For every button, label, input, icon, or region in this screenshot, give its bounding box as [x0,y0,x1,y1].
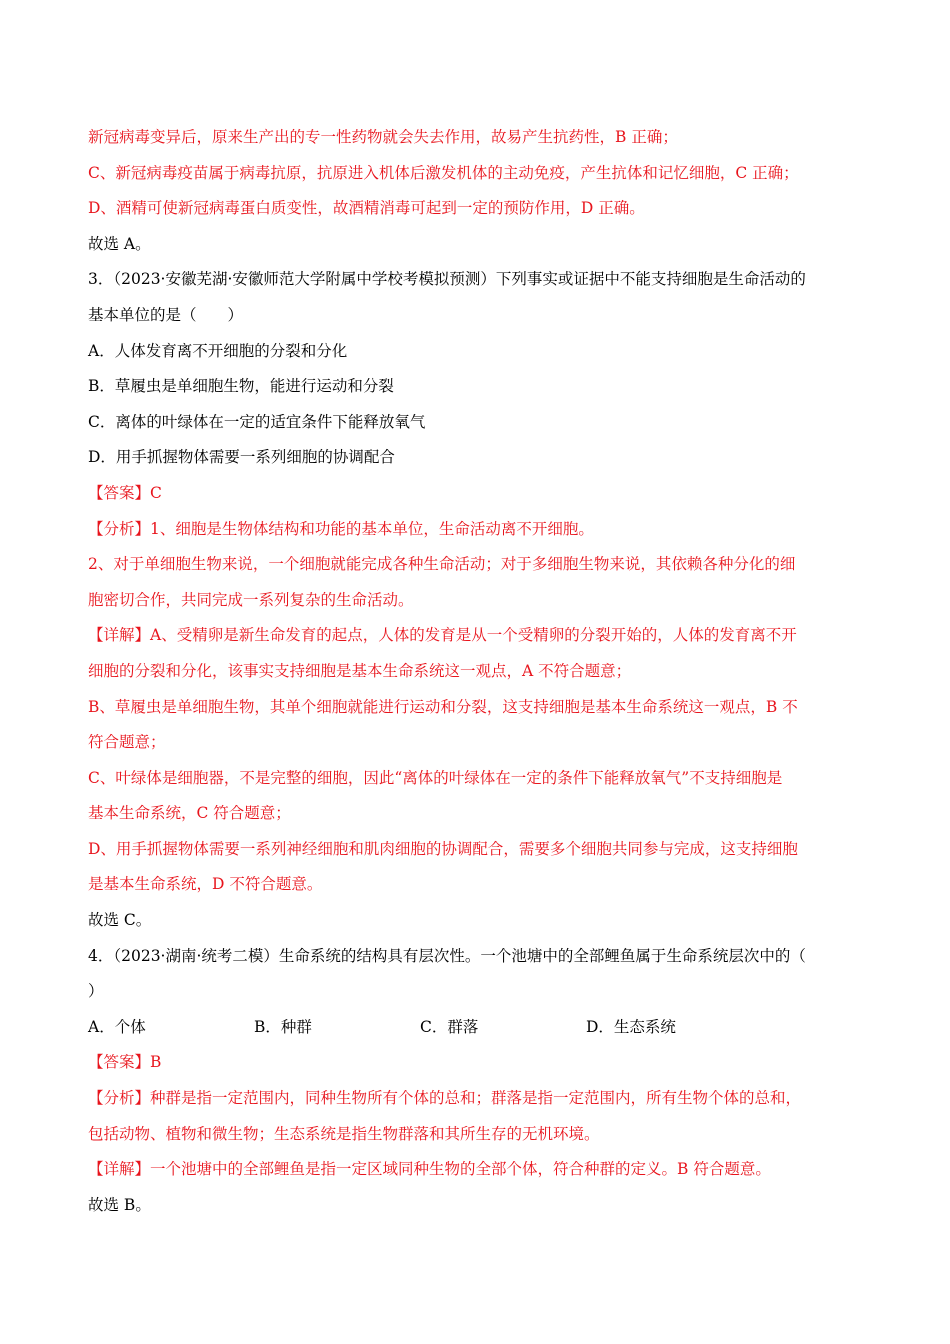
q3-option-d: D．用手抓握物体需要一系列细胞的协调配合 [88,448,395,467]
q3-stem: 3．（2023·安徽芜湖·安徽师范大学附属中学校考模拟预测）下列事实或证据中不能支持细胞是生命活动的 [88,270,806,289]
q3-detail-line: 符合题意； [88,733,166,752]
q3-conclusion: 故选 C。 [88,911,152,930]
q4-stem: 4．（2023·湖南·统考二模）生命系统的结构具有层次性。一个池塘中的全部鲤鱼属于生命系统层次中的（ [88,946,806,965]
q3-analysis-line: 胞密切合作，共同完成一系列复杂的生命活动。 [88,590,414,609]
q2-explanation-line: C、新冠病毒疫苗属于病毒抗原，抗原进入机体后激发机体的主动免疫，产生抗体和记忆细胞，C 正确； [88,163,799,182]
q4-conclusion: 故选 B。 [88,1195,151,1214]
q4-analysis-line: 包括动物、植物和微生物；生态系统是指生物群落和其所生存的无机环境。 [88,1124,600,1143]
q4-option-c: C．群落 [420,1017,479,1036]
q4-options-row [88,1010,863,1046]
q2-conclusion: 故选 A。 [88,234,151,253]
q3-stem-continued: 基本单位的是（ ） [88,305,244,324]
q4-option-b: B．种群 [254,1017,312,1036]
q3-answer: 【答案】C [88,483,162,502]
q3-detail-line: 细胞的分裂和分化，该事实支持细胞是基本生命系统这一观点，A 不符合题意； [88,661,632,680]
q3-option-b: B．草履虫是单细胞生物，能进行运动和分裂 [88,377,394,396]
q3-analysis-line: 【分析】1、细胞是生物体结构和功能的基本单位，生命活动离不开细胞。 [88,519,594,538]
q3-detail-line: C、叶绿体是细胞器，不是完整的细胞，因此“离体的叶绿体在一定的条件下能释放氧气”不支持细胞是 [88,768,783,787]
q3-detail-line: 是基本生命系统，D 不符合题意。 [88,875,323,894]
q4-answer: 【答案】B [88,1053,162,1072]
q3-detail-line: D、用手抓握物体需要一系列神经细胞和肌肉细胞的协调配合，需要多个细胞共同参与完成，这支持细胞 [88,839,798,858]
q3-detail-line: 基本生命系统，C 符合题意； [88,804,291,823]
q3-option-a: A．人体发育离不开细胞的分裂和分化 [88,341,348,360]
q4-option-a: A．个体 [88,1017,146,1036]
q4-stem-continued: ） [88,982,104,1001]
document-page [88,120,863,1223]
q3-option-c: C．离体的叶绿体在一定的适宜条件下能释放氧气 [88,412,426,431]
q4-analysis-line: 【分析】种群是指一定范围内，同种生物所有个体的总和；群落是指一定范围内，所有生物个体的总和， [88,1089,802,1108]
q3-detail-line: 【详解】A、受精卵是新生命发育的起点，人体的发育是从一个受精卵的分裂开始的，人体的发育离不开 [88,626,797,645]
q2-explanation-line: 新冠病毒变异后，原来生产出的专一性药物就会失去作用，故易产生抗药性，B 正确； [88,128,678,146]
q4-option-d: D．生态系统 [586,1017,676,1036]
q4-detail-line: 【详解】一个池塘中的全部鲤鱼是指一定区域同种生物的全部个体，符合种群的定义。B 符合题意。 [88,1160,771,1179]
q3-detail-line: B、草履虫是单细胞生物，其单个细胞就能进行运动和分裂，这支持细胞是基本生命系统这一观点，B 不 [88,697,798,716]
q2-explanation-line: D、酒精可使新冠病毒蛋白质变性，故酒精消毒可起到一定的预防作用，D 正确。 [88,199,645,218]
q3-analysis-line: 2、对于单细胞生物来说，一个细胞就能完成各种生命活动；对于多细胞生物来说，其依赖各种分化的细 [88,555,796,574]
